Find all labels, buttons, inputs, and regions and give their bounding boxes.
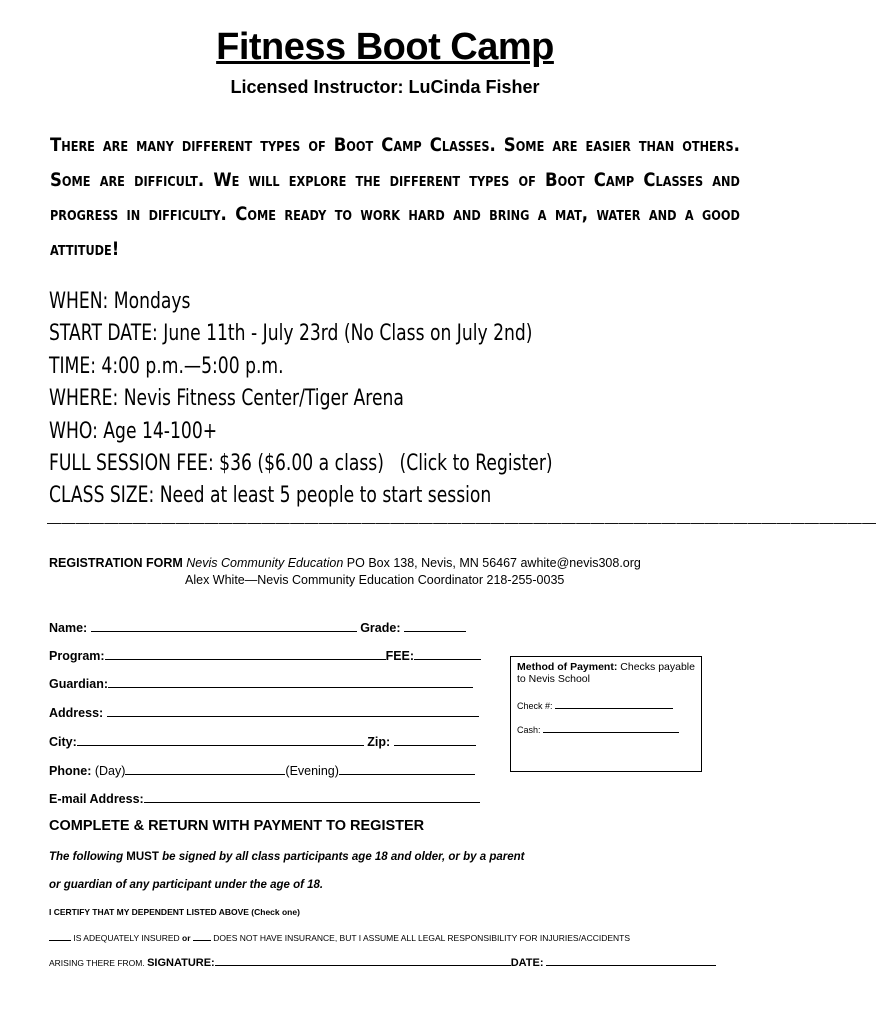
insured-check[interactable] xyxy=(49,931,71,941)
fee-text: FULL SESSION FEE: $36 ($6.00 a class) xyxy=(49,450,384,476)
grade-field[interactable] xyxy=(404,619,466,632)
city-label: City: xyxy=(49,735,77,749)
phone-row xyxy=(49,762,475,778)
registration-address: PO Box 138, Nevis, MN 56467 awhite@nevis308.org xyxy=(346,556,641,570)
grade-label: Grade: xyxy=(360,621,401,635)
arising-text: ARISING THERE FROM. xyxy=(49,958,145,968)
address-field[interactable] xyxy=(107,704,479,717)
class-details xyxy=(49,286,553,513)
name-label: Name: xyxy=(49,621,88,635)
email-row xyxy=(49,790,480,806)
detail-when: WHEN: Mondays xyxy=(49,289,191,314)
detail-class-size: CLASS SIZE: Need at least 5 people to start session xyxy=(49,483,492,509)
cash-field[interactable] xyxy=(543,723,679,733)
cash-label: Cash: xyxy=(517,725,541,735)
instructor-line: Licensed Instructor: LuCinda Fisher xyxy=(230,77,540,97)
phone-day-field[interactable] xyxy=(125,762,285,775)
intro-paragraph: There are many different types of Boot Camp Classes. Some are easier than others. Some are difficult. We will explore the different types of Boot Camp Classes and progress in difficulty. Come ready to work hard and bring a mat, water and a good attitude! xyxy=(50,134,740,260)
insured-text: IS ADEQUATELY INSURED xyxy=(73,933,180,943)
registration-label: REGISTRATION FORM xyxy=(49,556,183,570)
city-field[interactable] xyxy=(77,733,364,746)
no-insurance-text: DOES NOT HAVE INSURANCE, BUT I ASSUME ALL LEGAL RESPONSIBILITY FOR INJURIES/ACCIDENTS xyxy=(213,933,631,943)
fee-label: FEE: xyxy=(385,649,415,663)
fee-field[interactable] xyxy=(414,647,481,660)
check-row xyxy=(517,699,695,711)
page-title: Fitness Boot Camp xyxy=(216,26,554,68)
signature-row xyxy=(49,955,716,969)
registration-header xyxy=(49,556,641,570)
notice-text-a: The following xyxy=(49,851,127,863)
detail-where: WHERE: Nevis Fitness Center/Tiger Arena xyxy=(49,386,404,412)
detail-start-date: START DATE: June 11th - July 23rd (No Class on July 2nd) xyxy=(49,321,533,347)
register-link[interactable]: (Click to Register) xyxy=(399,450,553,476)
check-label: Check #: xyxy=(517,701,553,711)
date-label: DATE: xyxy=(510,957,544,969)
detail-who: WHO: Age 14-100+ xyxy=(49,418,218,444)
certify-line: I CERTIFY THAT MY DEPENDENT LISTED ABOVE (Check one) xyxy=(49,907,300,917)
address-label: Address: xyxy=(49,706,104,720)
payment-box xyxy=(510,656,702,772)
program-field[interactable] xyxy=(105,647,386,660)
guardian-row xyxy=(49,675,473,691)
signature-label: SIGNATURE: xyxy=(147,957,215,969)
notice-text-b: be signed by all class participants age 18 and older, or by a parent xyxy=(158,851,525,863)
cash-row xyxy=(517,723,695,735)
email-label: E-mail Address: xyxy=(49,792,144,806)
signature-notice-line1 xyxy=(49,851,524,863)
signature-notice-line2: or guardian of any participant under the age of 18. xyxy=(49,879,324,891)
detail-time: TIME: 4:00 p.m.—5:00 p.m. xyxy=(49,353,284,379)
name-field[interactable] xyxy=(91,619,357,632)
guardian-field[interactable] xyxy=(108,675,473,688)
divider: —————————————————————————————————————————————————————————— xyxy=(47,514,876,530)
detail-fee xyxy=(49,448,553,480)
signature-field[interactable] xyxy=(215,955,511,966)
payment-method xyxy=(517,661,695,685)
payment-desc: Checks payable to Nevis School xyxy=(517,661,695,685)
phone-label: Phone: xyxy=(49,764,92,778)
coordinator-line: Alex White—Nevis Community Education Coordinator 218-255-0035 xyxy=(185,573,565,587)
complete-heading: COMPLETE & RETURN WITH PAYMENT TO REGISTER xyxy=(49,818,425,834)
registration-org: Nevis Community Education xyxy=(186,556,344,570)
notice-must: MUST xyxy=(126,851,159,863)
program-label: Program: xyxy=(49,649,105,663)
phone-evening-field[interactable] xyxy=(339,762,475,775)
name-row xyxy=(49,619,466,635)
zip-field[interactable] xyxy=(394,733,476,746)
date-field[interactable] xyxy=(546,955,716,966)
insurance-line xyxy=(49,931,630,943)
phone-day-label: (Day) xyxy=(94,764,126,778)
program-row xyxy=(49,647,481,663)
check-field[interactable] xyxy=(555,699,673,709)
city-row xyxy=(49,733,476,749)
no-insurance-check[interactable] xyxy=(193,931,211,941)
payment-label: Method of Payment: xyxy=(517,661,618,673)
email-field[interactable] xyxy=(144,790,480,803)
phone-evening-label: (Evening) xyxy=(285,764,339,778)
address-row xyxy=(49,704,479,720)
zip-label: Zip: xyxy=(367,735,391,749)
or-text: or xyxy=(182,933,191,943)
guardian-label: Guardian: xyxy=(49,677,109,691)
